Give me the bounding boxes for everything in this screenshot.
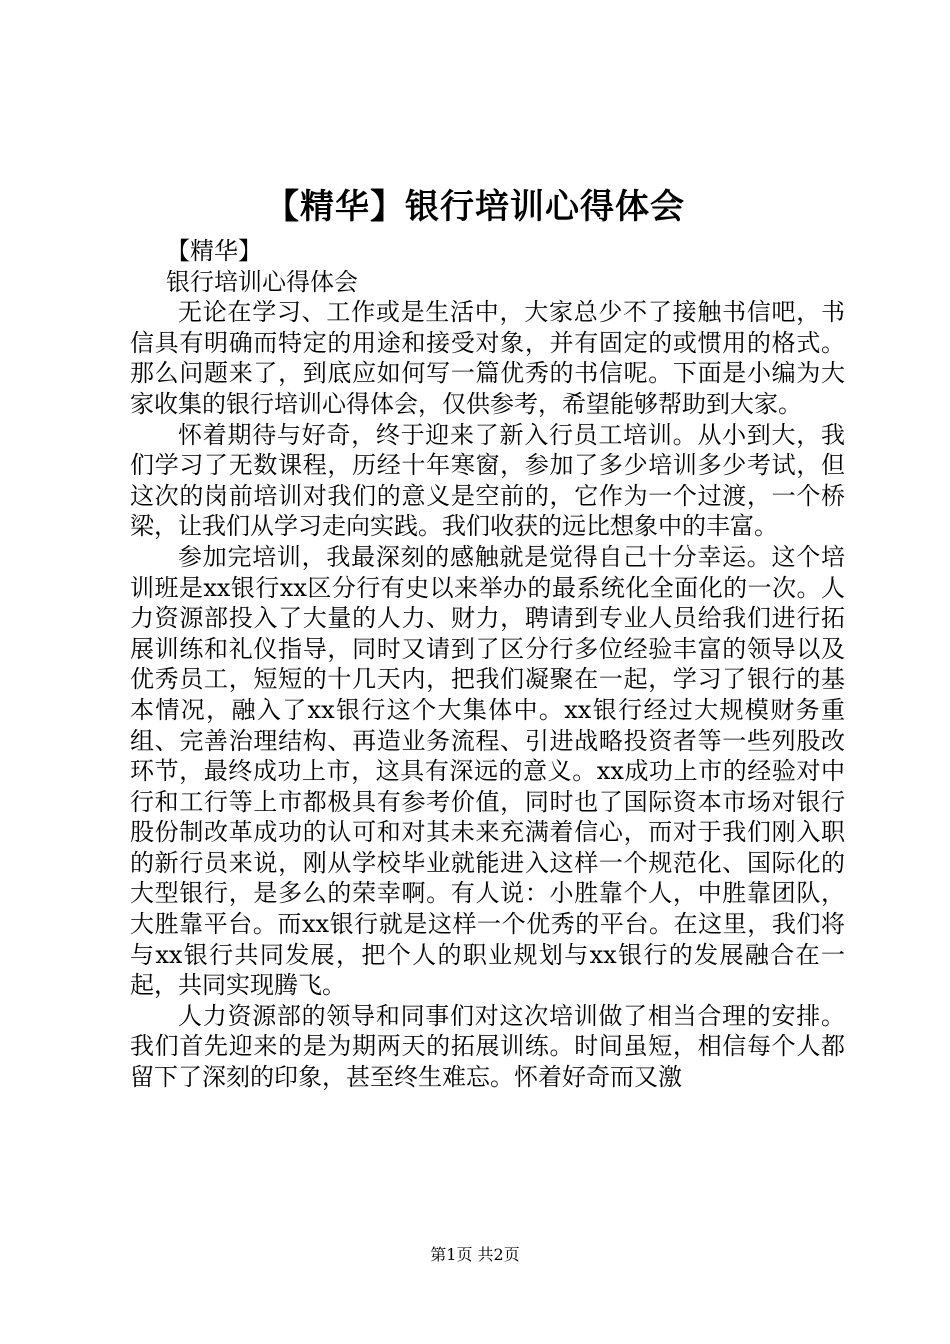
paragraph-feelings: 参加完培训，我最深刻的感触就是觉得自己十分幸运。这个培训班是xx银行xx区分行有史以来举办的最系统化全面化的一次。人力资源部投入了大量的人力、财力，聘请到专业人员给我们进行拓展训练和礼仪指导，同时又请到了区分行多位经验丰富的领导以及优秀员工，短短的十几天内，把我们凝聚在一起，学习了银行的基本情况，融入了xx银行这个大集体中。xx银行经过大规模财务重组、完善治理结构、再造业务流程、引进战略投资者等一些列股改环节，最终成功上市，这具有深远的意义。xx成功上市的经验对中行和工行等上市都极具有参考价值，同时也了国际资本市场对银行股份制改革成功的认可和对其未来充满着信心，而对于我们刚入职的新行员来说，刚从学校毕业就能进入这样一个规范化、国际化的大型银行，是多么的荣幸啊。有人说：小胜靠个人，中胜靠团队，大胜靠平台。而xx银行就是这样一个优秀的平台。在这里，我们将与xx银行共同发展，把个人的职业规划与xx银行的发展融合在一起，共同实现腾飞。 bbox=[130, 542, 845, 1000]
document-title: 【精华】银行培训心得体会 bbox=[265, 187, 685, 227]
page-footer: 第1页 共2页 bbox=[430, 1245, 520, 1264]
subtitle-line: 银行培训心得体会 bbox=[166, 267, 358, 296]
document-body bbox=[130, 236, 845, 1093]
paragraph-arrangement: 人力资源部的领导和同事们对这次培训做了相当合理的安排。我们首先迎来的是为期两天的拓展训练。时间虽短，相信每个人都留下了深刻的印象，甚至终生难忘。怀着好奇而又激 bbox=[130, 1001, 845, 1092]
tag-line: 【精华】 bbox=[166, 237, 262, 265]
paragraph-intro: 无论在学习、工作或是生活中，大家总少不了接触书信吧，书信具有明确而特定的用途和接受对象，并有固定的或惯用的格式。那么问题来了，到底应如何写一篇优秀的书信呢。下面是小编为大家收集的银行培训心得体会，仅供参考，希望能够帮助到大家。 bbox=[130, 298, 845, 418]
paragraph-expectation: 怀着期待与好奇，终于迎来了新入行员工培训。从小到大，我们学习了无数课程，历经十年寒窗，参加了多少培训多少考试，但这次的岗前培训对我们的意义是空前的，它作为一个过渡，一个桥梁，让我们从学习走向实践。我们收获的远比想象中的丰富。 bbox=[130, 420, 845, 541]
